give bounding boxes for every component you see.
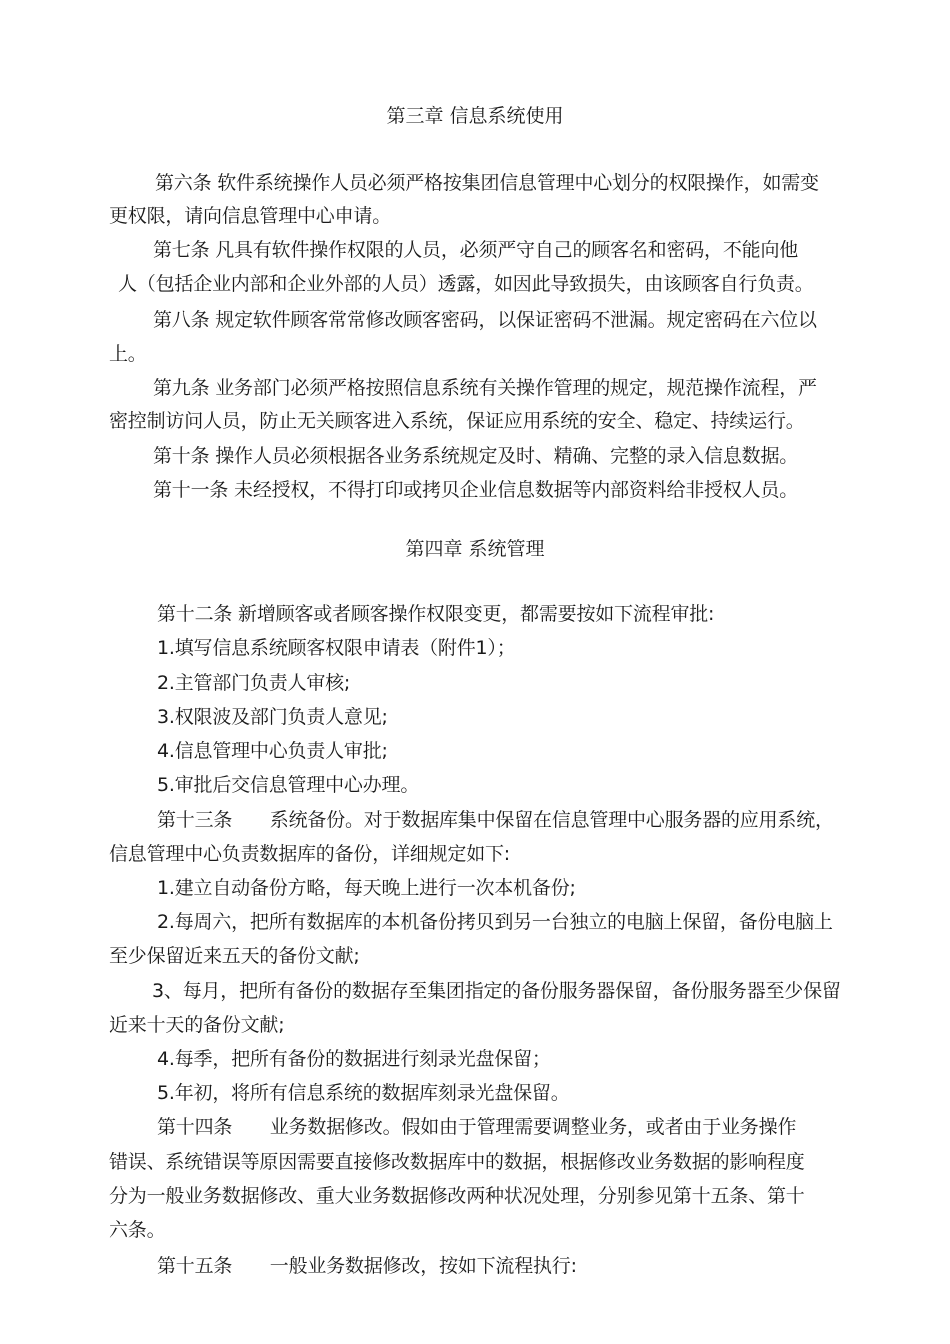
article-12-item-5: 5.审批后交信息管理中心办理。 — [157, 774, 420, 796]
article-13-line-1: 第十三条 系统备份。对于数据库集中保留在信息管理中心服务器的应用系统， — [157, 809, 834, 831]
article-14-line-3: 分为一般业务数据修改、重大业务数据修改两种状况处理，分别参见第十五条、第十 — [109, 1185, 805, 1207]
article-6-line-2: 更权限，请向信息管理中心申请。 — [109, 205, 392, 227]
article-10: 第十条 操作人员必须根据各业务系统规定及时、精确、完整的录入信息数据。 — [153, 445, 799, 467]
article-8-line-2: 上。 — [109, 343, 147, 365]
article-13-item-2-line-2: 至少保留近来五天的备份文献; — [109, 945, 360, 967]
article-13-item-1: 1.建立自动备份方略，每天晚上进行一次本机备份; — [157, 877, 576, 899]
article-6-line-1: 第六条 软件系统操作人员必须严格按集团信息管理中心划分的权限操作，如需变 — [155, 172, 819, 194]
chapter-4-title: 第四章 系统管理 — [405, 538, 545, 560]
article-9-line-1: 第九条 业务部门必须严格按照信息系统有关操作管理的规定，规范操作流程，严 — [153, 377, 817, 399]
article-12-item-1: 1.填写信息系统顾客权限申请表（附件1）； — [157, 637, 516, 659]
article-13-item-2-line-1: 2.每周六，把所有数据库的本机备份拷贝到另一台独立的电脑上保留，备份电脑上 — [157, 911, 833, 933]
article-13-item-3-line-1: 3、每月，把所有备份的数据存至集团指定的备份服务器保留，备份服务器至少保留 — [152, 980, 841, 1002]
article-12-item-2: 2.主管部门负责人审核; — [157, 672, 351, 694]
article-7-line-1: 第七条 凡具有软件操作权限的人员，必须严守自己的顾客名和密码，不能向他 — [153, 239, 799, 261]
article-12: 第十二条 新增顾客或者顾客操作权限变更，都需要按如下流程审批: — [157, 603, 715, 625]
article-14-line-4: 六条。 — [109, 1219, 166, 1241]
article-12-item-3: 3.权限波及部门负责人意见; — [157, 706, 388, 728]
article-7-line-2: 人（包括企业内部和企业外部的人员）透露，如因此导致损失，由该顾客自行负责。 — [118, 273, 814, 295]
article-15: 第十五条 一般业务数据修改，按如下流程执行: — [157, 1255, 577, 1277]
article-14-line-1: 第十四条 业务数据修改。假如由于管理需要调整业务，或者由于业务操作 — [157, 1116, 797, 1138]
chapter-3-title: 第三章 信息系统使用 — [386, 105, 564, 127]
article-9-line-2: 密控制访问人员，防止无关顾客进入系统，保证应用系统的安全、稳定、持续运行。 — [109, 410, 805, 432]
article-13-item-5: 5.年初，将所有信息系统的数据库刻录光盘保留。 — [157, 1082, 570, 1104]
article-12-item-4: 4.信息管理中心负责人审批; — [157, 740, 388, 762]
article-11: 第十一条 未经授权，不得打印或拷贝企业信息数据等内部资料给非授权人员。 — [153, 479, 799, 501]
article-13-item-4: 4.每季，把所有备份的数据进行刻录光盘保留； — [157, 1048, 551, 1070]
article-13-line-2: 信息管理中心负责数据库的备份，详细规定如下: — [109, 843, 511, 865]
article-13-item-3-line-2: 近来十天的备份文献; — [109, 1014, 285, 1036]
article-14-line-2: 错误、系统错误等原因需要直接修改数据库中的数据，根据修改业务数据的影响程度 — [109, 1151, 805, 1173]
article-8-line-1: 第八条 规定软件顾客常常修改顾客密码，以保证密码不泄漏。规定密码在六位以 — [153, 309, 817, 331]
